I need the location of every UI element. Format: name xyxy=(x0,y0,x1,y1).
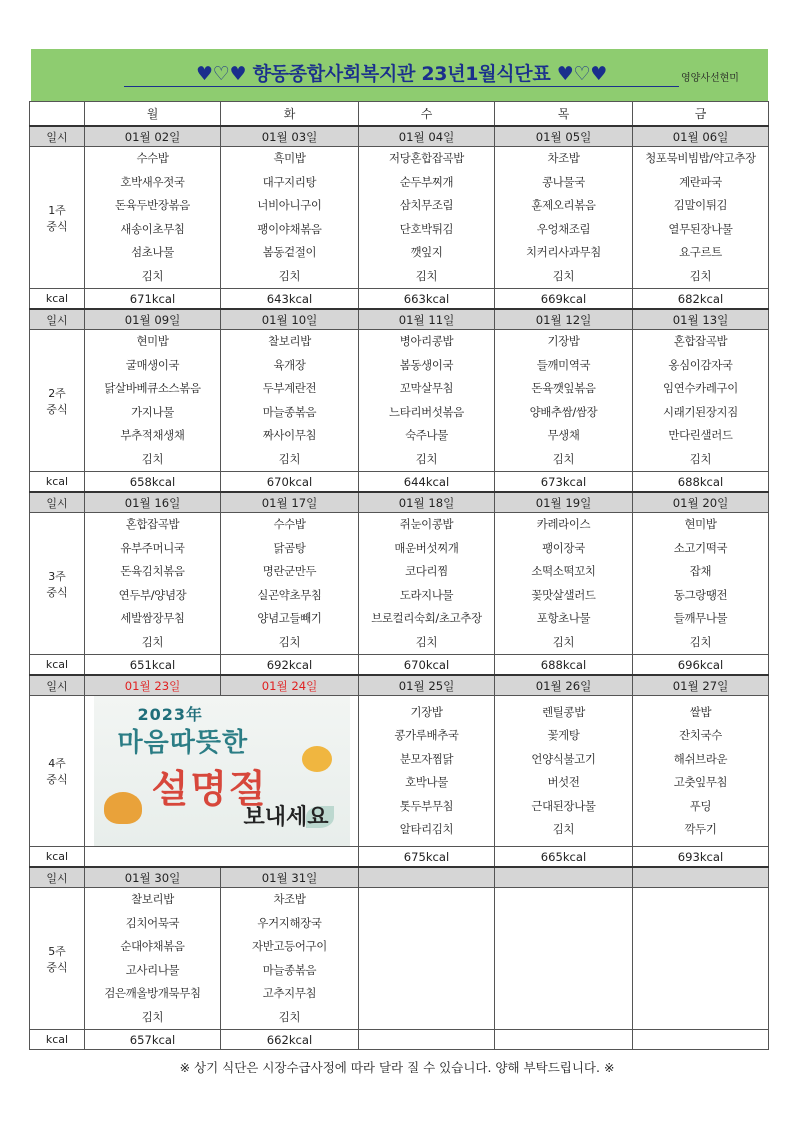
menu-item: 훈제오리볶음 xyxy=(531,198,596,212)
menu-item: 김치 xyxy=(552,634,575,649)
menu-item: 부추적채생채 xyxy=(120,428,185,442)
date-cell xyxy=(495,867,633,888)
date-label: 일시 xyxy=(30,867,85,888)
week-label-line: 중식 xyxy=(46,960,68,974)
menu-item: 포항초나물 xyxy=(536,611,591,625)
menu-item: 콩나물국 xyxy=(542,174,585,189)
date-cell: 01월 13일 xyxy=(633,309,769,330)
menu-item: 고추지무침 xyxy=(262,986,317,1000)
menu-item: 콩가루배추국 xyxy=(394,728,459,742)
kcal-row xyxy=(30,655,769,676)
menu-item: 봄동겉절이 xyxy=(262,245,317,259)
date-cell: 01월 24일 xyxy=(221,675,359,696)
kcal-label: kcal xyxy=(30,289,85,310)
date-cell: 01월 25일 xyxy=(359,675,495,696)
menu-item: 마늘종볶음 xyxy=(262,404,317,419)
kcal-cell: 673kcal xyxy=(495,472,633,493)
menu-item: 깍두기 xyxy=(684,822,717,836)
menu-item: 렌틸콩밥 xyxy=(542,704,585,719)
date-label: 일시 xyxy=(30,309,85,330)
menu-item: 김치 xyxy=(278,451,301,466)
date-label: 일시 xyxy=(30,126,85,147)
menu-item: 푸딩 xyxy=(689,798,712,813)
menu-item: 열무된장나물 xyxy=(668,221,733,236)
menu-cell xyxy=(85,147,221,289)
menu-item: 도라지나물 xyxy=(399,587,454,602)
lunar-new-year-banner xyxy=(94,696,350,846)
kcal-cell: 643kcal xyxy=(221,289,359,310)
date-label: 일시 xyxy=(30,675,85,696)
menu-item: 옹심이감자국 xyxy=(668,357,733,372)
menu-cell xyxy=(85,888,221,1030)
menu-item: 닭살바베큐소스볶음 xyxy=(104,381,201,395)
date-cell: 01월 23일 xyxy=(85,675,221,696)
menu-cell xyxy=(633,696,769,847)
menu-item: 언양식불고기 xyxy=(531,751,596,766)
menu-item: 봄동생이국 xyxy=(399,357,454,372)
week-label-line: 1주 xyxy=(48,203,66,217)
date-cell: 01월 16일 xyxy=(85,492,221,513)
date-cell: 01월 27일 xyxy=(633,675,769,696)
date-cell: 01월 09일 xyxy=(85,309,221,330)
menu-cell xyxy=(495,513,633,655)
banner-line2: 설명절 xyxy=(151,767,268,811)
menu-item: 굴매생이국 xyxy=(125,357,180,372)
menu-item: 실곤약초무침 xyxy=(257,587,322,602)
menu-item: 고사리나물 xyxy=(125,962,180,977)
week-label-line: 3주 xyxy=(48,569,66,583)
menu-item: 병아리콩밥 xyxy=(399,334,454,348)
menu-cell xyxy=(633,888,769,1030)
menu-cell xyxy=(359,330,495,472)
kcal-cell: 662kcal xyxy=(221,1030,359,1050)
menu-item: 유부주머니국 xyxy=(120,540,185,555)
menu-cell xyxy=(633,330,769,472)
menu-cell xyxy=(495,330,633,472)
date-row xyxy=(30,309,769,330)
menu-item: 현미밥 xyxy=(684,517,717,531)
week-label-line: 중식 xyxy=(46,585,68,599)
kcal-cell: 669kcal xyxy=(495,289,633,310)
kcal-label: kcal xyxy=(30,847,85,868)
menu-item: 김말이튀김 xyxy=(673,198,728,212)
menu-item: 우엉채조림 xyxy=(536,221,591,236)
kcal-cell xyxy=(495,1030,633,1050)
menu-row xyxy=(30,696,769,847)
menu-item: 김치 xyxy=(278,1009,301,1024)
date-cell xyxy=(359,867,495,888)
menu-item: 김치 xyxy=(141,1009,164,1024)
menu-item: 카레라이스 xyxy=(536,517,591,531)
menu-item: 육개장 xyxy=(273,357,306,372)
menu-row xyxy=(30,513,769,655)
date-cell: 01월 03일 xyxy=(221,126,359,147)
menu-cell xyxy=(495,888,633,1030)
menu-item: 들깨무나물 xyxy=(673,611,728,625)
menu-item: 잡채 xyxy=(689,564,712,578)
kcal-cell: 644kcal xyxy=(359,472,495,493)
menu-cell xyxy=(359,696,495,847)
kcal-cell: 688kcal xyxy=(495,655,633,676)
menu-item: 기장밥 xyxy=(410,704,443,719)
menu-item: 새송이초무침 xyxy=(120,221,185,236)
menu-cell xyxy=(221,147,359,289)
menu-item: 양배추쌈/쌈장 xyxy=(529,404,598,419)
menu-item: 치커리사과무침 xyxy=(526,245,601,259)
menu-item: 무생채 xyxy=(547,428,580,442)
date-cell: 01월 06일 xyxy=(633,126,769,147)
menu-item: 숙주나물 xyxy=(405,428,448,442)
menu-item: 꼬막살무침 xyxy=(399,381,454,395)
kcal-cell: 670kcal xyxy=(221,472,359,493)
menu-item: 혼합잡곡밥 xyxy=(125,517,180,531)
menu-cell xyxy=(495,147,633,289)
kcal-cell: 688kcal xyxy=(633,472,769,493)
kcal-cell: 658kcal xyxy=(85,472,221,493)
date-row xyxy=(30,867,769,888)
day-header-row xyxy=(30,102,769,127)
menu-cell xyxy=(221,330,359,472)
hearts-left-icon: ♥♡♥ xyxy=(196,63,247,85)
menu-item: 근대된장나물 xyxy=(531,798,596,813)
menu-item: 김치 xyxy=(141,268,164,283)
kcal-row xyxy=(30,1030,769,1050)
menu-item: 짜사이무침 xyxy=(262,428,317,442)
menu-item: 팽이야채볶음 xyxy=(257,221,322,236)
week-label-line: 5주 xyxy=(48,944,66,958)
kcal-row xyxy=(30,847,769,868)
kcal-cell xyxy=(633,1030,769,1050)
kcal-label: kcal xyxy=(30,1030,85,1050)
menu-item: 매운버섯찌개 xyxy=(394,540,459,555)
menu-item: 김치 xyxy=(689,451,712,466)
menu-item: 흑미밥 xyxy=(273,151,306,165)
kcal-row xyxy=(30,472,769,493)
menu-row xyxy=(30,147,769,289)
week-label-line: 중식 xyxy=(46,219,68,233)
menu-item: 양념고들빼기 xyxy=(257,611,322,625)
kcal-cell: 671kcal xyxy=(85,289,221,310)
week-label xyxy=(30,696,85,847)
menu-cell xyxy=(633,513,769,655)
date-cell: 01월 31일 xyxy=(221,867,359,888)
menu-item: 꽃맛살샐러드 xyxy=(531,587,596,602)
menu-item: 소고기떡국 xyxy=(673,540,728,555)
date-cell: 01월 11일 xyxy=(359,309,495,330)
kcal-cell: 657kcal xyxy=(85,1030,221,1050)
week-label xyxy=(30,888,85,1030)
lucky-bag-icon xyxy=(104,792,142,824)
menu-item: 수수밥 xyxy=(136,151,169,165)
hearts-right-icon: ♥♡♥ xyxy=(556,63,607,85)
menu-item: 쥐눈이콩밥 xyxy=(399,517,454,531)
menu-item: 찰보리밥 xyxy=(268,334,311,348)
page-title xyxy=(124,62,679,86)
menu-cell xyxy=(495,696,633,847)
date-cell: 01월 02일 xyxy=(85,126,221,147)
kcal-cell: 651kcal xyxy=(85,655,221,676)
week-label xyxy=(30,147,85,289)
kcal-label: kcal xyxy=(30,472,85,493)
menu-item: 코다리찜 xyxy=(405,564,448,578)
day-header: 목 xyxy=(495,102,633,127)
menu-cell xyxy=(359,513,495,655)
menu-row xyxy=(30,330,769,472)
date-cell: 01월 30일 xyxy=(85,867,221,888)
menu-item: 김치 xyxy=(415,268,438,283)
date-cell: 01월 20일 xyxy=(633,492,769,513)
week-label xyxy=(30,330,85,472)
menu-item: 기장밥 xyxy=(547,334,580,348)
menu-item: 쌀밥 xyxy=(689,704,712,719)
menu-item: 김치 xyxy=(552,268,575,283)
menu-item: 만다린샐러드 xyxy=(668,428,733,442)
week-label-line: 중식 xyxy=(46,402,68,416)
menu-cell xyxy=(221,888,359,1030)
menu-item: 차조밥 xyxy=(547,151,580,165)
kcal-cell: 665kcal xyxy=(495,847,633,868)
menu-item: 임연수카레구이 xyxy=(663,381,738,395)
menu-item: 명란군만두 xyxy=(262,564,317,578)
menu-item: 김치 xyxy=(141,634,164,649)
menu-item: 김치 xyxy=(278,634,301,649)
menu-item: 혼합잡곡밥 xyxy=(673,334,728,348)
kcal-cell: 663kcal xyxy=(359,289,495,310)
date-cell xyxy=(633,867,769,888)
menu-item: 김치 xyxy=(552,822,575,836)
date-label: 일시 xyxy=(30,492,85,513)
lucky-bag-icon xyxy=(302,746,332,772)
menu-item: 김치 xyxy=(278,268,301,283)
menu-item: 돈육김치볶음 xyxy=(120,564,185,578)
menu-cell xyxy=(633,147,769,289)
menu-item: 검은깨올방개묵무침 xyxy=(104,986,201,1000)
date-cell: 01월 05일 xyxy=(495,126,633,147)
title-text: 향동종합사회복지관 23년1월식단표 xyxy=(252,63,551,85)
menu-item: 세발쌈장무침 xyxy=(120,611,185,625)
menu-item: 찰보리밥 xyxy=(131,892,174,906)
menu-item: 김치 xyxy=(552,451,575,466)
banner-year: 2023年 xyxy=(137,705,204,724)
menu-item: 두부계란전 xyxy=(262,381,317,395)
day-header: 수 xyxy=(359,102,495,127)
menu-item: 수수밥 xyxy=(273,517,306,531)
menu-item: 소떡소떡꼬치 xyxy=(531,564,596,578)
week-label-line: 4주 xyxy=(48,757,66,770)
kcal-cell xyxy=(359,1030,495,1050)
kcal-row xyxy=(30,289,769,310)
menu-item: 동그랑땡전 xyxy=(673,587,728,602)
menu-item: 호박새우젓국 xyxy=(120,174,185,189)
menu-item: 깻잎지 xyxy=(410,245,443,259)
menu-item: 김치 xyxy=(689,634,712,649)
menu-item: 김치 xyxy=(141,451,164,466)
footnote: ※ 상기 식단은 시장수급사정에 따라 달라 질 수 있습니다. 양해 부탁드립니다. ※ xyxy=(179,1060,615,1075)
menu-item: 청포묵비빔밥/약고추장 xyxy=(645,151,756,165)
date-cell: 01월 26일 xyxy=(495,675,633,696)
menu-item: 들깨미역국 xyxy=(536,357,591,372)
week-label-line: 2주 xyxy=(48,386,66,400)
kcal-cell: 692kcal xyxy=(221,655,359,676)
kcal-cell: 670kcal xyxy=(359,655,495,676)
menu-item: 순대야채볶음 xyxy=(120,939,185,953)
date-row xyxy=(30,675,769,696)
menu-cell xyxy=(359,147,495,289)
kcal-cell xyxy=(85,847,359,868)
date-cell: 01월 19일 xyxy=(495,492,633,513)
menu-item: 해쉬브라운 xyxy=(673,751,728,766)
menu-item: 돈육두반장볶음 xyxy=(115,198,190,212)
menu-cell xyxy=(221,513,359,655)
menu-item: 가지나물 xyxy=(131,404,174,419)
menu-item: 자반고등어구이 xyxy=(252,939,327,953)
title-banner xyxy=(31,49,768,101)
dietitian-name: 영양사선현미 xyxy=(681,73,739,84)
corner-cell xyxy=(30,102,85,127)
date-cell: 01월 17일 xyxy=(221,492,359,513)
date-row xyxy=(30,492,769,513)
menu-cell xyxy=(85,513,221,655)
menu-item: 팽이장국 xyxy=(542,540,585,555)
menu-item: 연두부/양념장 xyxy=(118,587,187,602)
menu-item: 순두부찌개 xyxy=(399,174,454,189)
menu-item: 삼치무조림 xyxy=(399,198,454,212)
date-cell: 01월 18일 xyxy=(359,492,495,513)
menu-item: 김치 xyxy=(415,451,438,466)
menu-item: 김치 xyxy=(415,634,438,649)
menu-item: 단호박튀김 xyxy=(399,221,454,236)
date-cell: 01월 12일 xyxy=(495,309,633,330)
day-header: 월 xyxy=(85,102,221,127)
menu-item: 저당혼합잡곡밥 xyxy=(389,151,464,165)
date-cell: 01월 10일 xyxy=(221,309,359,330)
menu-item: 돈육깻잎볶음 xyxy=(531,381,596,395)
menu-item: 마늘종볶음 xyxy=(262,962,317,977)
banner-line3: 보내세요 xyxy=(243,805,329,830)
banner-line1: 마음따뜻한 xyxy=(117,728,249,758)
menu-item: 차조밥 xyxy=(273,892,306,906)
menu-table xyxy=(29,101,769,1050)
menu-item: 너비아니구이 xyxy=(257,198,322,212)
menu-item: 대구지리탕 xyxy=(262,174,317,189)
kcal-label: kcal xyxy=(30,655,85,676)
menu-item: 우거지해장국 xyxy=(257,915,322,930)
menu-item: 김치 xyxy=(689,268,712,283)
menu-item: 알타리김치 xyxy=(399,822,454,836)
menu-item: 호박나물 xyxy=(405,775,448,789)
kcal-cell: 696kcal xyxy=(633,655,769,676)
menu-item: 김치어묵국 xyxy=(125,915,180,930)
menu-item: 느타리버섯볶음 xyxy=(389,404,464,419)
title-underline xyxy=(124,62,679,87)
menu-item: 요구르트 xyxy=(679,245,722,259)
menu-item: 고춧잎무침 xyxy=(673,775,728,789)
date-row xyxy=(30,126,769,147)
menu-cell xyxy=(85,330,221,472)
menu-item: 현미밥 xyxy=(136,334,169,348)
menu-item: 계란파국 xyxy=(679,174,722,189)
menu-row xyxy=(30,888,769,1030)
week-label xyxy=(30,513,85,655)
day-header: 화 xyxy=(221,102,359,127)
menu-item: 시래기된장지짐 xyxy=(663,404,738,419)
kcal-cell: 675kcal xyxy=(359,847,495,868)
kcal-cell: 693kcal xyxy=(633,847,769,868)
menu-item: 버섯전 xyxy=(547,775,580,789)
date-cell: 01월 04일 xyxy=(359,126,495,147)
menu-item: 톳두부무침 xyxy=(399,798,454,813)
menu-item: 분모자찜닭 xyxy=(399,751,454,766)
menu-item: 브로컬리숙회/초고추장 xyxy=(371,611,482,625)
menu-item: 섬초나물 xyxy=(131,245,174,259)
menu-cell xyxy=(359,888,495,1030)
week-label-line: 중식 xyxy=(46,773,68,786)
holiday-banner-cell xyxy=(85,696,359,847)
menu-item: 잔치국수 xyxy=(679,728,722,742)
kcal-cell: 682kcal xyxy=(633,289,769,310)
menu-item: 닭곰탕 xyxy=(273,540,306,555)
menu-item: 꽃게탕 xyxy=(547,728,580,742)
day-header: 금 xyxy=(633,102,769,127)
